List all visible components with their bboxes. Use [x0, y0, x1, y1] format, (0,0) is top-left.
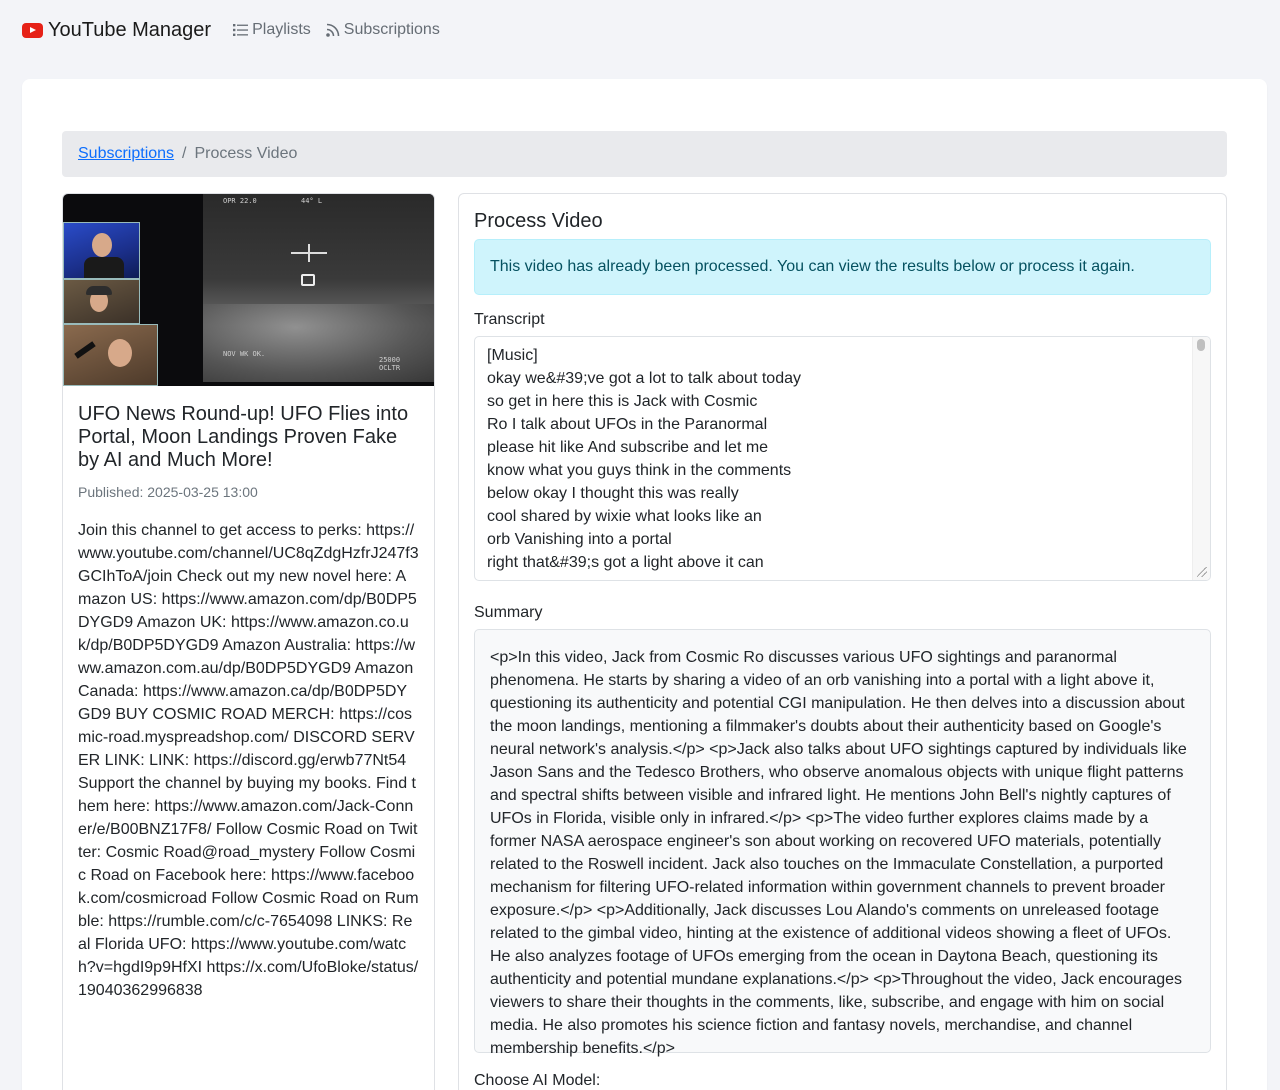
thumbnail-ufo-object: [301, 274, 315, 286]
process-video-card: [458, 193, 1227, 1090]
choose-model-label: Choose AI Model:: [474, 1072, 601, 1089]
video-published-date: Published: 2025-03-25 13:00: [78, 484, 258, 500]
thumbnail-hud-text: OPR 22.0: [223, 197, 257, 205]
thumbnail-hud-text: 25000 OCLTR: [379, 356, 401, 372]
video-card: [62, 193, 435, 1090]
breadcrumb-separator: /: [182, 145, 187, 162]
resize-handle-icon[interactable]: [1197, 567, 1207, 577]
brand[interactable]: [22, 19, 211, 42]
transcript-scrollbar[interactable]: [1192, 337, 1210, 580]
summary-label: Summary: [474, 604, 543, 621]
nav-link-label: Subscriptions: [343, 21, 440, 38]
summary-text: <p>In this video, Jack from Cosmic Ro discusses various UFO sightings and paranormal phenomena. He starts by sharing a video of an orb vanishing into a portal with a light above it, questioning its authenticity and potential CGI manipulation. He then delves into a discussion about the moon landings, mentioning a filmmaker's doubts about their authenticity based on Google's neural network's analysis.</p> <p>Jack also talks about UFO sightings captured by individuals like Jason Sans and the Tedesco Brothers, who observe anomalous objects with unique flight patterns and spectral shifts between visible and infrared light. He mentions John Bell's nightly captures of UFOs in Florida, visible only in infrared.</p> <p>The video further explores claims made by a former NASA aerospace engineer's son about working on recovered UFO materials, potentially related to the Roswell incident. Jack also touches on the Immaculate Constellation, a purported mechanism for filtering UFO-related information within government channels to prevent broader exposure.</p> <p>Additionally, Jack discusses Lou Alando's comments on unreleased footage related to the gimbal video, hinting at the existence of additional videos showing a fleet of UFOs. He also analyzes footage of UFOs emerging from the ocean in Daytona Beach, questioning its authenticity and potential mundane explanations.</p> <p>Throughout the video, Jack encourages viewers to share their thoughts in the comments, like, subscribe, and engage with him on social media. He also promotes his science fiction and fantasy novels, merchandise, and channel membership benefits.</p>: [490, 649, 1187, 1057]
transcript-scrollbar-thumb[interactable]: [1197, 339, 1205, 351]
transcript-textarea[interactable]: [474, 336, 1211, 581]
nav-link-playlists[interactable]: [233, 21, 311, 39]
rss-icon: [326, 23, 340, 37]
summary-box: [474, 629, 1211, 1057]
navbar: [0, 0, 1280, 60]
breadcrumb-subscriptions-link[interactable]: Subscriptions: [78, 145, 175, 162]
thumbnail-reticle-vertical: [308, 244, 310, 262]
thumbnail-hud-text: 44° L: [301, 197, 323, 205]
thumbnail-webcam-2: [63, 279, 140, 324]
thumbnail-webcam-1: [63, 222, 140, 279]
main-card: [22, 79, 1267, 1090]
breadcrumb: [62, 131, 1227, 177]
thumbnail-hud-text: NOV WK OK.: [223, 350, 266, 358]
transcript-label: Transcript: [474, 311, 545, 328]
transcript-text: [Music] okay we&#39;ve got a lot to talk about today so get in here this is Jack with Cosmic Ro I talk about UFOs in the Paranormal please hit like And subscribe and let me know what you guys think in the comments below okay I thought this was really cool shared by wixie what looks like an orb Vanishing into a portal right that&#39;s got a light above it can: [487, 347, 801, 571]
list-icon: [233, 23, 248, 37]
video-body: [63, 386, 434, 1017]
video-description: Join this channel to get access to perks: https://www.youtube.com/channel/UC8qZdgHzfrJ247f3GCIhToA/join Check out my new novel here: Amazon US: https://www.amazon.com/dp/B0DP5DYGD9 Amazon UK: https://www.amazon.co.uk/dp/B0DP5DYGD9 Amazon Australia: https://www.amazon.com.au/dp/B0DP5DYGD9 Amazon Canada: https://www.amazon.ca/dp/B0DP5DYGD9 BUY COSMIC ROAD MERCH: https://cosmic-road.myspreadshop.com/ DISCORD SERVER LINK: LINK: https://discord.gg/erwb77Nt54 Support the channel by buying my books. Find them here: https://www.amazon.com/Jack-Conner/e/B00BNZ17F8/ Follow Cosmic Road on Twitter: Cosmic Road@road_mystery Follow Cosmic Road on Facebook here: https://www.facebook.com/cosmicroad Follow Cosmic Road on Rumble: https://rumble.com/c/c-7654098 LINKS: Real Florida UFO: https://www.youtube.com/watch?v=hgdI9p9HfXI https://x.com/UfoBloke/status/19040362996838: [78, 522, 419, 999]
already-processed-alert: This video has already been processed. You can view the results below or process it again.: [474, 239, 1211, 295]
thumbnail-webcam-3: [63, 324, 158, 386]
video-title: UFO News Round-up! UFO Flies into Portal, Moon Landings Proven Fake by AI and Much More!: [78, 403, 409, 471]
video-thumbnail[interactable]: [63, 194, 434, 386]
nav-link-label: Playlists: [252, 21, 311, 38]
breadcrumb-current: Process Video: [194, 145, 298, 162]
brand-title: YouTube Manager: [48, 18, 212, 41]
youtube-logo-icon: [22, 23, 43, 38]
process-video-title: Process Video: [474, 210, 603, 232]
nav-link-subscriptions[interactable]: [326, 21, 440, 39]
